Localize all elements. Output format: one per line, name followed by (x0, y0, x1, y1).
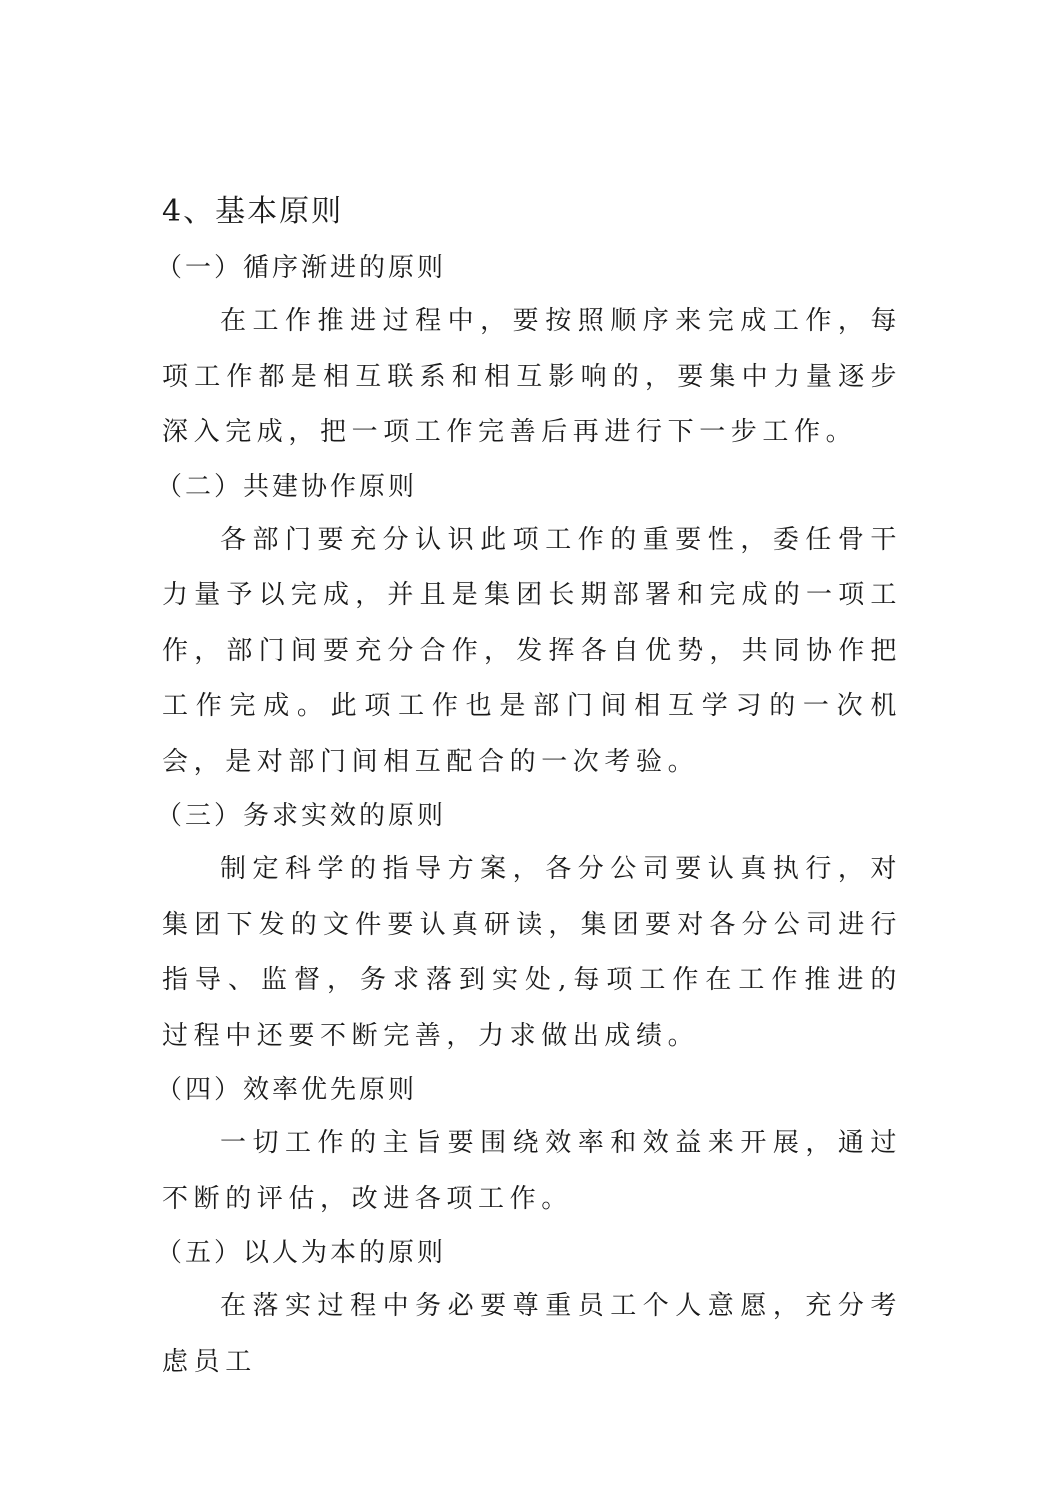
section-paragraph: 在工作推进过程中，要按照顺序来完成工作，每项工作都是相互联系和相互影响的，要集中力量逐步深入完成，把一项工作完善后再进行下一步工作。 (162, 306, 902, 447)
section-paragraph: 在落实过程中务必要尊重员工个人意愿，充分考虑员工 (162, 1291, 902, 1377)
section-5 (156, 1227, 902, 1390)
document-page (156, 190, 902, 1390)
section-heading: （三）务求实效的原则 (156, 801, 447, 831)
document-title: 4、基本原则 (162, 194, 344, 229)
section-paragraph: 制定科学的指导方案，各分公司要认真执行，对集团下发的文件要认真研读，集团要对各分公司进行指导、监督，务求落到实处,每项工作在工作推进的过程中还要不断完善，力求做出成绩。 (162, 854, 902, 1051)
section-heading: （二）共建协作原则 (156, 471, 418, 502)
section-1 (156, 242, 902, 461)
section-heading: （一）循序渐进的原则 (156, 253, 447, 283)
section-2 (156, 461, 902, 791)
section-paragraph: 各部门要充分认识此项工作的重要性，委任骨干力量予以完成，并且是集团长期部署和完成的一项工作，部门间要充分合作，发挥各自优势，共同协作把工作完成。此项工作也是部门间相互学习的一次机会，是对部门间相互配合的一次考验。 (162, 524, 902, 777)
section-3 (156, 790, 902, 1064)
section-4 (156, 1064, 902, 1227)
section-paragraph: 一切工作的主旨要围绕效率和效益来开展，通过不断的评估，改进各项工作。 (162, 1128, 902, 1214)
section-heading: （四）效率优先原则 (156, 1075, 418, 1105)
section-heading: （五）以人为本的原则 (156, 1238, 447, 1268)
